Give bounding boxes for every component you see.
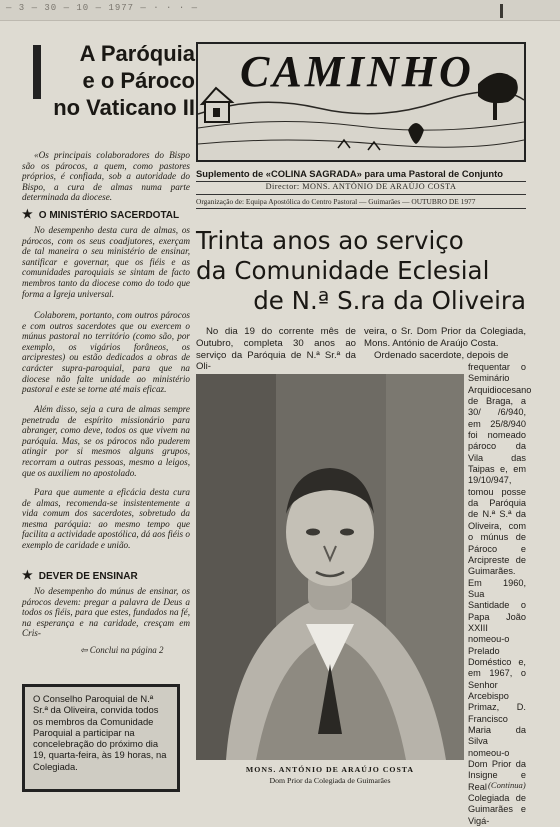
star-icon: ★: [22, 207, 33, 221]
top-strip-text: — 3 — 30 — 10 — 1977 — · · · —: [6, 3, 199, 13]
left-title-line-2: e o Pároco: [82, 68, 195, 93]
headline-line-3: de N.ª S.ra da Oliveira: [253, 286, 526, 315]
notice-box: [22, 684, 180, 792]
headline-line-2: da Comunidade Eclesial: [196, 256, 490, 285]
masthead-director-line: Director: MONS. ANTÓNIO DE ARAÚJO COSTA: [265, 182, 457, 191]
main-column-1: No dia 19 do corrente mês de Outubro, completa 30 anos ao serviço da Paróquia de N.ª Sr.ª da Oli-: [196, 326, 356, 373]
masthead-organization-line: Organização de: Equipa Apostólica do Centro Pastoral — Guimarães — OUTUBRO DE 1977: [196, 197, 476, 206]
portrait-photo: [196, 374, 464, 760]
continued-note-text: Conclui na página 2: [89, 645, 164, 655]
continued-note-main: (Continua): [488, 780, 526, 790]
arrow-left-icon: ⇦: [80, 645, 90, 655]
masthead-divider-3: [196, 208, 526, 209]
main-column-2b: Ordenado sacerdote, depois de: [374, 350, 509, 361]
left-article-title: [45, 40, 195, 121]
photo-caption: [196, 764, 464, 786]
left-paragraph-3: Além disso, seja a cura de almas sempre penetrada de espírito missionário para abranger, como deve, todos os que vivem na paróquia. Mas, se os párocos não puderem atingir por si mesmos alguns grupos, recorram a outras pessoas, mesmo a leigos, que os auxiliem no apostolado.: [22, 404, 190, 478]
left-intro-paragraph: «Os principais colaboradores do Bispo são os párocos, a quem, como pastores próprios, é confiada, sob a autoridade do Bispo, a cura de almas numa parte determinada da diocese.: [22, 150, 190, 203]
continued-note-left: [80, 645, 164, 656]
masthead-illustration: [196, 42, 526, 162]
headline-line-1: Trinta anos ao serviço: [196, 226, 464, 255]
main-right-column: frequentar o Seminário Arquidiocesano de Braga, a 30/ /6/940, em 25/8/940 foi nomeado pároco da Vila das Taipas e, em 19/10/947, tomou posse da Paróquia de N.ª S.ª da Oliveira, com o múnus de Pároco e Arcipreste de Guimarães. Em 1960, Sua Santidade o Papa João XXIII nomeou-o Prelado Doméstico e, em 1967, o Senhor Arcebispo Primaz, D. Francisco Maria da Silva nomeou-o Dom Prior da Insigne e Real Colegiada de Guimarães e Vigá-: [468, 362, 532, 826]
star-icon: ★: [22, 568, 33, 582]
section-heading-ministerio-text: O MINISTÉRIO SACERDOTAL: [38, 210, 180, 221]
title-bar-decoration: [33, 45, 41, 99]
masthead-title: CAMINHO: [240, 47, 474, 96]
masthead-divider-2: [196, 194, 526, 195]
left-title-line-1: A Paróquia: [79, 41, 195, 66]
masthead-supplement-line: Suplemento de «COLINA SAGRADA» para uma Pastoral de Conjunto: [196, 168, 503, 179]
section-heading-dever-text: DEVER DE ENSINAR: [38, 571, 138, 582]
portrait-illustration: [196, 374, 464, 760]
main-column-2a: veira, o Sr. Dom Prior da Colegiada, Mons. António de Araújo Costa.: [364, 326, 526, 349]
photo-caption-role: Dom Prior da Colegiada de Guimarães: [269, 776, 391, 785]
section-heading-dever: [22, 568, 138, 582]
left-paragraph-1: No desempenho desta cura de almas, os párocos, com os seus coadjutores, exerçam de tal maneira o seu ministério de ensinar, santificar e governar, que os fiéis e as comunidades paroquiais se sintam de facto membros tanto da diocese como do todo que forma a Igreja universal.: [22, 225, 190, 299]
notice-box-text: O Conselho Paroquial de N.ª Sr.ª da Oliveira, convida todos os membros da Comunidade Paroquial a participar na concelebração do próximo dia 19, quarta-feira, às 19 horas, na Colegiada.: [33, 693, 167, 772]
left-paragraph-4: Para que aumente a eficácia desta cura de almas, recomenda-se insistentemente a vida comum dos sacerdotes, sobretudo da mesma paróquia: ao mesmo tempo que facilita a actividade apostólica, dá aos fiéis o exemplo de caridade e união.: [22, 487, 190, 550]
photo-caption-name: MONS. ANTÓNIO DE ARAÚJO COSTA: [245, 765, 415, 774]
main-headline: [196, 226, 526, 316]
left-paragraph-5: No desempenho do múnus de ensinar, os párocos devem: pregar a palavra de Deus a todos os fiéis, para que estes, fundados na fé, na esperança e na caridade, cresçam em Cris-: [22, 586, 190, 639]
edge-mark: [500, 4, 503, 18]
left-paragraph-2: Colaborem, portanto, com outros párocos e com outros sacerdotes que ou exercem o múnus pastoral no território (como são, por exemplo, os vigários forâneos, os arciprestes) ou estão dedicados a obras de carácter supra-paroquial, para que na diocese não falte unidade ao ministério pastoral e este se torne até mais eficaz.: [22, 310, 190, 395]
left-title-line-3: no Vaticano II: [53, 95, 195, 120]
section-heading-ministerio: [22, 207, 179, 221]
